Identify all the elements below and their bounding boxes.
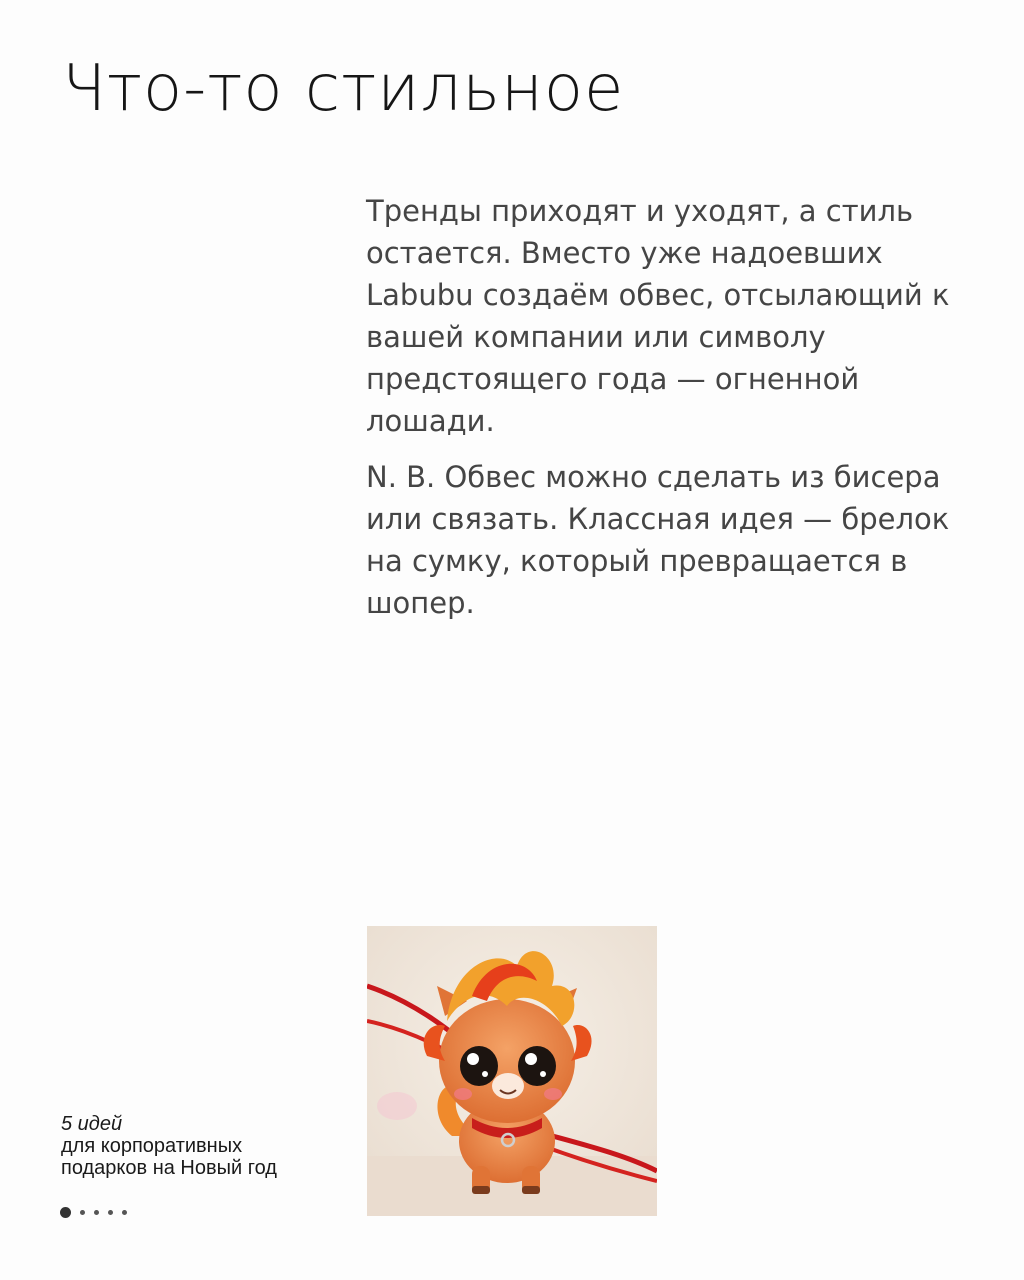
keychain-photo (367, 926, 657, 1216)
description (366, 190, 976, 638)
pagination-dots (60, 1207, 127, 1218)
paragraph: N. B. Обвес можно сделать из бисера или связать. Классная идея — брелок на сумку, который превращается в шопер. (366, 460, 950, 620)
page-dot[interactable] (80, 1210, 85, 1215)
page-dot[interactable] (108, 1210, 113, 1215)
page-dot[interactable] (94, 1210, 99, 1215)
series-caption (61, 1113, 331, 1179)
page-dot[interactable] (122, 1210, 127, 1215)
paragraph: Тренды приходят и уходят, а стиль остается. Вместо уже надоевших Labubu создаём обвес, отсылающий к вашей компании или символу предстоящего года — огненной лошади. (366, 194, 950, 438)
series-count: 5 идей (61, 1113, 123, 1135)
series-subtitle: для корпоративных подарков на Новый год (61, 1135, 277, 1179)
page-title: Что-то стильное (62, 52, 625, 126)
page-dot-active[interactable] (60, 1207, 71, 1218)
